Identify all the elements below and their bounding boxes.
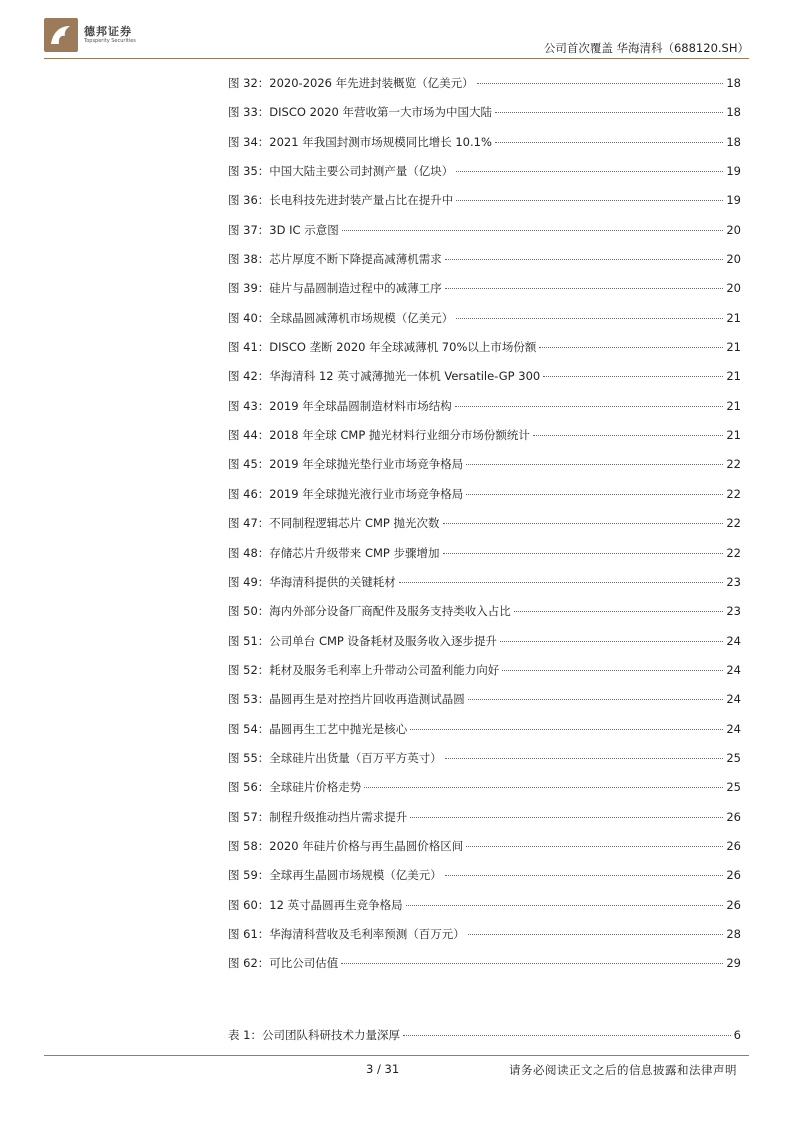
toc-entry-label: 图 45：2019 年全球抛光垫行业市场竞争格局 bbox=[228, 457, 464, 472]
toc-entry-label: 图 55：全球硅片出货量（百万平方英寸） bbox=[228, 750, 442, 765]
toc-entry[interactable] bbox=[228, 369, 741, 398]
toc-entry-label: 图 42：华海清科 12 英寸减薄抛光一体机 Versatile-GP 300 bbox=[228, 369, 541, 384]
toc-entry-label: 图 44：2018 年全球 CMP 抛光材料行业细分市场份额统计 bbox=[228, 428, 530, 443]
toc-entry-page: 23 bbox=[726, 604, 741, 619]
toc-dot-leader bbox=[341, 963, 723, 964]
toc-entry[interactable] bbox=[228, 105, 741, 134]
page-number: 3 / 31 bbox=[366, 1062, 400, 1076]
toc-entry[interactable] bbox=[228, 634, 741, 663]
toc-entry[interactable] bbox=[228, 223, 741, 252]
toc-dot-leader bbox=[443, 553, 724, 554]
toc-entry-page: 21 bbox=[726, 310, 741, 325]
toc-entry-label: 图 62：可比公司估值 bbox=[228, 956, 339, 971]
toc-entry-page: 24 bbox=[726, 662, 741, 677]
toc-dot-leader bbox=[456, 200, 723, 201]
footer-divider bbox=[44, 1055, 749, 1056]
toc-entry[interactable] bbox=[228, 311, 741, 340]
toc-entry-label: 图 34：2021 年我国封测市场规模同比增长 10.1% bbox=[228, 134, 492, 149]
toc-dot-leader bbox=[410, 817, 723, 818]
toc-entry[interactable] bbox=[228, 868, 741, 897]
toc-dot-leader bbox=[445, 288, 724, 289]
toc-entry[interactable] bbox=[228, 839, 741, 868]
toc-entry[interactable] bbox=[228, 340, 741, 369]
toc-entry-label: 图 60：12 英寸晶圆再生竞争格局 bbox=[228, 897, 403, 912]
toc-dot-leader bbox=[364, 787, 723, 788]
toc-entry[interactable] bbox=[228, 76, 741, 105]
toc-entry-page: 22 bbox=[726, 516, 741, 531]
toc-entry-page: 21 bbox=[726, 428, 741, 443]
toc-dot-leader bbox=[455, 406, 724, 407]
logo-name-cn: 德邦证券 bbox=[84, 25, 132, 38]
toc-entry[interactable] bbox=[228, 751, 741, 780]
toc-entry-label: 图 33：DISCO 2020 年营收第一大市场为中国大陆 bbox=[228, 105, 492, 120]
toc-entry[interactable] bbox=[228, 898, 741, 927]
toc-entry-page: 19 bbox=[726, 164, 741, 179]
toc-entry-label: 表 1：公司团队科研技术力量深厚 bbox=[228, 1028, 400, 1042]
toc-dot-leader bbox=[514, 611, 724, 612]
toc-entry[interactable] bbox=[228, 281, 741, 310]
toc-entry-label: 图 46：2019 年全球抛光液行业市场竞争格局 bbox=[228, 486, 464, 501]
company-logo bbox=[44, 18, 136, 52]
toc-dot-leader bbox=[445, 758, 724, 759]
toc-entry[interactable] bbox=[228, 164, 741, 193]
toc-entry-label: 图 61：华海清科营收及毛利率预测（百万元） bbox=[228, 926, 465, 941]
toc-entry[interactable] bbox=[228, 722, 741, 751]
toc-dot-leader bbox=[456, 171, 723, 172]
toc-entry[interactable] bbox=[228, 956, 741, 985]
toc-entry[interactable] bbox=[228, 457, 741, 486]
toc-entry-page: 23 bbox=[726, 574, 741, 589]
toc-dot-leader bbox=[466, 464, 723, 465]
toc-entry-page: 22 bbox=[726, 545, 741, 560]
toc-entry-page: 29 bbox=[726, 956, 741, 971]
toc-dot-leader bbox=[495, 112, 723, 113]
toc-entry-page: 26 bbox=[726, 809, 741, 824]
toc-entry[interactable] bbox=[228, 252, 741, 281]
toc-dot-leader bbox=[466, 494, 723, 495]
toc-entry-label: 图 54：晶圆再生工艺中抛光是核心 bbox=[228, 721, 408, 736]
toc-dot-leader bbox=[445, 259, 724, 260]
toc-dot-leader bbox=[399, 582, 724, 583]
toc-entry-label: 图 56：全球硅片价格走势 bbox=[228, 780, 362, 795]
toc-dot-leader bbox=[443, 523, 724, 524]
toc-entry[interactable] bbox=[228, 428, 741, 457]
toc-entry-label: 图 47：不同制程逻辑芯片 CMP 抛光次数 bbox=[228, 516, 440, 531]
toc-entry[interactable] bbox=[228, 927, 741, 956]
toc-dot-leader bbox=[539, 347, 723, 348]
toc-entry[interactable] bbox=[228, 1028, 741, 1057]
toc-entry-page: 18 bbox=[726, 105, 741, 120]
toc-entry-page: 22 bbox=[726, 457, 741, 472]
toc-dot-leader bbox=[406, 905, 724, 906]
toc-entry[interactable] bbox=[228, 575, 741, 604]
toc-entry-label: 图 39：硅片与晶圆制造过程中的减薄工序 bbox=[228, 281, 442, 296]
logo-name-en: Topsperity Securities bbox=[84, 38, 136, 44]
toc-entry-label: 图 43：2019 年全球晶圆制造材料市场结构 bbox=[228, 398, 452, 413]
toc-entry[interactable] bbox=[228, 516, 741, 545]
toc-entry-page: 18 bbox=[726, 134, 741, 149]
toc-entry-label: 图 58：2020 年硅片价格与再生晶圆价格区间 bbox=[228, 838, 464, 853]
toc-dot-leader bbox=[500, 641, 723, 642]
toc-entry-label: 图 59：全球再生晶圆市场规模（亿美元） bbox=[228, 868, 442, 883]
toc-entry-label: 图 36：长电科技先进封装产量占比在提升中 bbox=[228, 193, 454, 208]
toc-entry-label: 图 41：DISCO 垄断 2020 年全球减薄机 70%以上市场份额 bbox=[228, 340, 537, 355]
toc-entry-page: 24 bbox=[726, 692, 741, 707]
toc-entry-label: 图 38：芯片厚度不断下降提高减薄机需求 bbox=[228, 252, 442, 267]
toc-dot-leader bbox=[502, 670, 723, 671]
toc-entry-label: 图 53：晶圆再生是对控挡片回收再造测试晶圆 bbox=[228, 692, 465, 707]
toc-dot-leader bbox=[468, 934, 724, 935]
toc-entry-label: 图 49：华海清科提供的关键耗材 bbox=[228, 574, 396, 589]
toc-dot-leader bbox=[403, 1035, 731, 1036]
toc-entry-label: 图 37：3D IC 示意图 bbox=[228, 222, 339, 237]
toc-entry-page: 20 bbox=[726, 281, 741, 296]
toc-entry-label: 图 52：耗材及服务毛利率上升带动公司盈利能力向好 bbox=[228, 662, 500, 677]
toc-entry[interactable] bbox=[228, 780, 741, 809]
toc-entry-label: 图 48：存储芯片升级带来 CMP 步骤增加 bbox=[228, 545, 440, 560]
toc-entry-label: 图 35：中国大陆主要公司封测产量（亿块） bbox=[228, 164, 454, 179]
toc-entry-label: 图 51：公司单台 CMP 设备耗材及服务收入逐步提升 bbox=[228, 633, 497, 648]
toc-entry-page: 26 bbox=[726, 897, 741, 912]
toc-entry-page: 18 bbox=[726, 76, 741, 90]
toc-entry-page: 19 bbox=[726, 193, 741, 208]
toc-entry[interactable] bbox=[228, 604, 741, 633]
toc-entry-page: 21 bbox=[726, 369, 741, 384]
toc-entry-page: 6 bbox=[733, 1028, 741, 1042]
toc-dot-leader bbox=[410, 729, 723, 730]
toc-entry-page: 20 bbox=[726, 252, 741, 267]
toc-entry-page: 22 bbox=[726, 486, 741, 501]
toc-entry[interactable] bbox=[228, 546, 741, 575]
toc-dot-leader bbox=[468, 699, 724, 700]
toc-entry-page: 21 bbox=[726, 398, 741, 413]
figure-index-list bbox=[228, 76, 741, 986]
toc-entry-page: 20 bbox=[726, 222, 741, 237]
toc-dot-leader bbox=[445, 875, 724, 876]
toc-entry-page: 24 bbox=[726, 721, 741, 736]
toc-entry-page: 26 bbox=[726, 868, 741, 883]
toc-entry[interactable] bbox=[228, 810, 741, 839]
toc-entry-label: 图 57：制程升级推动挡片需求提升 bbox=[228, 809, 408, 824]
toc-entry-page: 26 bbox=[726, 838, 741, 853]
toc-dot-leader bbox=[466, 846, 723, 847]
toc-entry[interactable] bbox=[228, 487, 741, 516]
toc-entry[interactable] bbox=[228, 135, 741, 164]
toc-entry[interactable] bbox=[228, 399, 741, 428]
toc-entry[interactable] bbox=[228, 692, 741, 721]
toc-dot-leader bbox=[477, 83, 724, 84]
legal-disclaimer: 请务必阅读正文之后的信息披露和法律声明 bbox=[509, 1063, 737, 1077]
toc-entry[interactable] bbox=[228, 193, 741, 222]
toc-dot-leader bbox=[456, 318, 723, 319]
toc-dot-leader bbox=[342, 230, 724, 231]
toc-dot-leader bbox=[543, 376, 723, 377]
header-divider bbox=[44, 58, 749, 59]
toc-dot-leader bbox=[495, 142, 723, 143]
toc-entry-label: 图 40：全球晶圆减薄机市场规模（亿美元） bbox=[228, 310, 454, 325]
toc-entry-label: 图 50：海内外部分设备厂商配件及服务支持类收入占比 bbox=[228, 604, 511, 619]
toc-entry-page: 21 bbox=[726, 340, 741, 355]
toc-entry-label: 图 32：2020-2026 年先进封装概览（亿美元） bbox=[228, 76, 474, 90]
table-index-list bbox=[228, 1028, 741, 1057]
toc-entry-page: 28 bbox=[726, 926, 741, 941]
toc-entry-page: 25 bbox=[726, 750, 741, 765]
toc-entry-page: 24 bbox=[726, 633, 741, 648]
report-title: 公司首次覆盖 华海清科（688120.SH） bbox=[543, 41, 749, 55]
company-logo-icon bbox=[44, 18, 78, 52]
toc-entry[interactable] bbox=[228, 663, 741, 692]
toc-entry-page: 25 bbox=[726, 780, 741, 795]
toc-dot-leader bbox=[533, 435, 723, 436]
